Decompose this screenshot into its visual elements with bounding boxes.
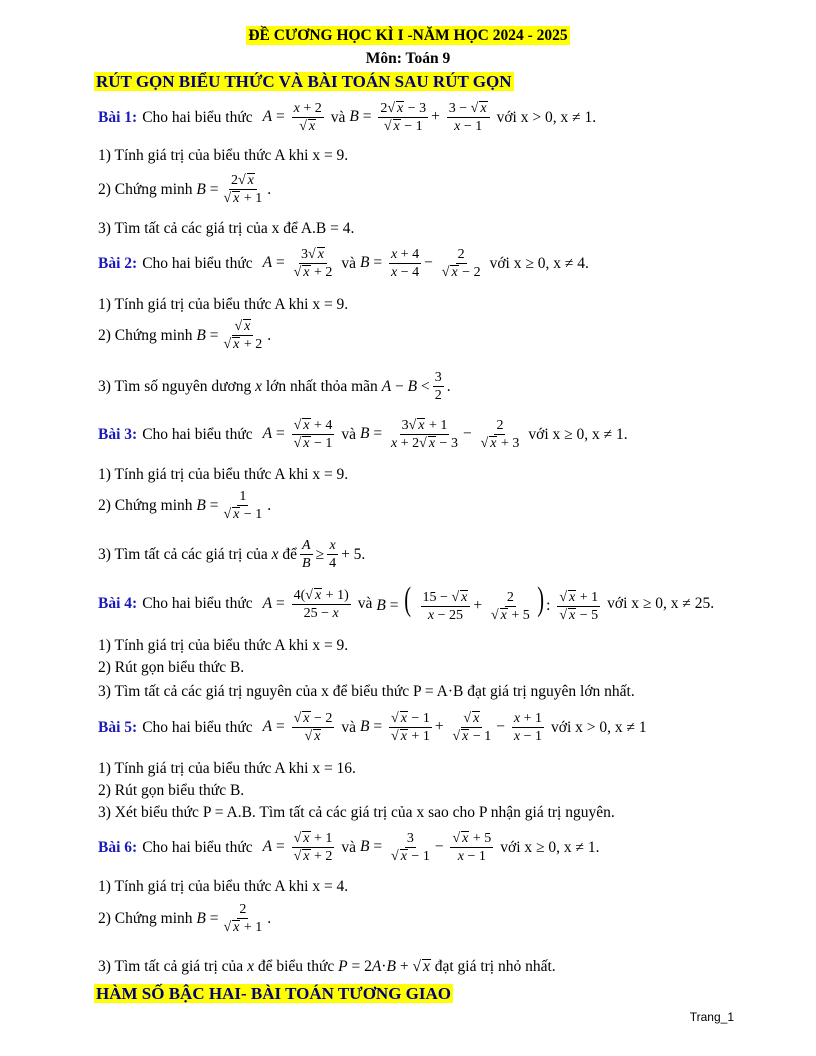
problem-5-expr-A: A = $\frac{√ x - 2}{√ x}$ — [262, 711, 333, 744]
problem-1-expr-A: A = $\frac{x + 2}{√ x}$ — [262, 101, 322, 134]
problem-6-q1: 1) Tính giá trị của biểu thức A khi x = 4. — [98, 878, 349, 895]
problem-6-statement: Bài 6: Cho hai biểu thức A = $\frac{√ x + 1}{√ x + 2}$ và B = $\frac{3}{√ x - 1}$ − $\frac{√ x + 5}{x - 1}$ với x ≥ 0, x ≠ 1. — [98, 831, 600, 864]
problem-2-q2: 2) Chứng minh B = $\frac{√ x}{√ x + 2}$ . — [98, 319, 272, 352]
problem-4-statement: Bài 4: Cho hai biểu thức A = $\frac{4(√ x + 1)}{25 - x}$ và B = ( $\frac{15 - √ x}{x - 25}$ + $\frac{2}{√ x + 5}$ ) : $\frac{√ x + 1}{√ x - 5}$ với x ≥ 0, x ≠ 25. — [98, 581, 715, 623]
problem-2-expr-A: A = $\frac{3√ x}{√ x + 2}$ — [262, 247, 333, 280]
problem-2-statement: Bài 2: Cho hai biểu thức A = $\frac{3√ x}{√ x + 2}$ và B = $\frac{x + 4}{x - 4}$ − $\frac{2}{√ x - 2}$ với x ≥ 0, x ≠ 4. — [98, 247, 589, 280]
problem-4-q2: 2) Rút gọn biểu thức B. — [98, 659, 245, 676]
problem-6-expr-B: B = $\frac{3}{√ x - 1}$ − $\frac{√ x + 5}{x - 1}$ — [360, 831, 492, 864]
problem-5-expr-B: B = $\frac{√ x - 1}{√ x + 1}$ + $\frac{√ x}{√ x - 1}$ − $\frac{x + 1}{x - 1}$ — [360, 711, 543, 744]
page-number: Trang_1 — [689, 1010, 734, 1024]
problem-5-q1: 1) Tính giá trị của biểu thức A khi x = 16. — [98, 760, 356, 777]
section-heading-1: RÚT GỌN BIỂU THỨC VÀ BÀI TOÁN SAU RÚT GỌN — [96, 72, 512, 91]
problem-2-q3: 3) Tìm số nguyên dương x lớn nhất thỏa mãn A − B < $\frac{3}{2}$ . — [98, 370, 451, 403]
problem-6-expr-A: A = $\frac{√ x + 1}{√ x + 2}$ — [262, 831, 333, 864]
problem-3-q2: 2) Chứng minh B = $\frac{1}{√ x - 1}$ . — [98, 489, 272, 522]
problem-1-q1: 1) Tính giá trị của biểu thức A khi x = 9. — [98, 147, 349, 164]
problem-3-q1: 1) Tính giá trị của biểu thức A khi x = 9. — [98, 466, 349, 483]
problem-4-q1: 1) Tính giá trị của biểu thức A khi x = 9. — [98, 637, 349, 654]
subject-line: Môn: Toán 9 — [365, 50, 451, 67]
problem-3-expr-B: B = $\frac{3√ x + 1}{x + 2√ x - 3}$ − $\frac{2}{√ x + 3}$ — [360, 418, 520, 451]
problem-5-statement: Bài 5: Cho hai biểu thức A = $\frac{√ x - 2}{√ x}$ và B = $\frac{√ x - 1}{√ x + 1}$ + $\frac{√ x}{√ x - 1}$ − $\frac{x + 1}{x - 1}$ với x > 0, x ≠ 1 — [98, 711, 647, 744]
problem-4-expr-A: A = $\frac{4(√ x + 1)}{25 - x}$ — [262, 587, 349, 621]
problem-1-statement: Bài 1: Cho hai biểu thức A = $\frac{x + 2}{√ x}$ và B = $\frac{2√ x - 3}{√ x - 1}$ + $\frac{3 - √ x}{x - 1}$ với x > 0, x ≠ 1. — [98, 101, 597, 134]
document-title: ĐỀ CƯƠNG HỌC KÌ I -NĂM HỌC 2024 - 2025 — [248, 27, 568, 44]
problem-6-q2: 2) Chứng minh B = $\frac{2}{√ x + 1}$ . — [98, 902, 272, 935]
problem-5-q3: 3) Xét biểu thức P = A.B. Tìm tất cả các giá trị của x sao cho P nhận giá trị nguyên. — [98, 804, 615, 821]
problem-3-statement: Bài 3: Cho hai biểu thức A = $\frac{√ x + 4}{√ x - 1}$ và B = $\frac{3√ x + 1}{x + 2√ x - 3}$ − $\frac{2}{√ x + 3}$ với x ≥ 0, x ≠ 1. — [98, 418, 628, 451]
problem-4-expr-B: B = ( $\frac{15 - √ x}{x - 25}$ + $\frac{2}{√ x + 5}$ ) : $\frac{√ x + 1}{√ x - 5}$ — [376, 581, 599, 623]
section-heading-2: HÀM SỐ BẬC HAI- BÀI TOÁN TƯƠNG GIAO — [96, 984, 451, 1003]
problem-5-q2: 2) Rút gọn biểu thức B. — [98, 782, 245, 799]
problem-2-expr-B: B = $\frac{x + 4}{x - 4}$ − $\frac{2}{√ x - 2}$ — [360, 247, 481, 280]
problem-2-q1: 1) Tính giá trị của biểu thức A khi x = 9. — [98, 296, 349, 313]
problem-6-q3: 3) Tìm tất cả giá trị của x để biểu thức P = 2 A · B + √ x đạt giá trị nhỏ nhất. — [98, 958, 556, 975]
problem-1-q3: 3) Tìm tất cả các giá trị của x để A.B = 4. — [98, 220, 355, 237]
problem-1-expr-B: B = $\frac{2√ x - 3}{√ x - 1}$ + $\frac{3 - √ x}{x - 1}$ — [349, 100, 492, 135]
problem-4-q3: 3) Tìm tất cả các giá trị nguyên của x để biểu thức P = A·B đạt giá trị nguyên lớn nhất. — [98, 683, 635, 700]
problem-3-q3: 3) Tìm tất cả các giá trị của x để $\frac{A}{B}$ ≥ $\frac{x}{4}$ + 5. — [98, 538, 366, 571]
problem-1-q2: 2) Chứng minh B = $\frac{2√ x}{√ x + 1}$ . — [98, 173, 272, 206]
problem-3-expr-A: A = $\frac{√ x + 4}{√ x - 1}$ — [262, 418, 333, 451]
